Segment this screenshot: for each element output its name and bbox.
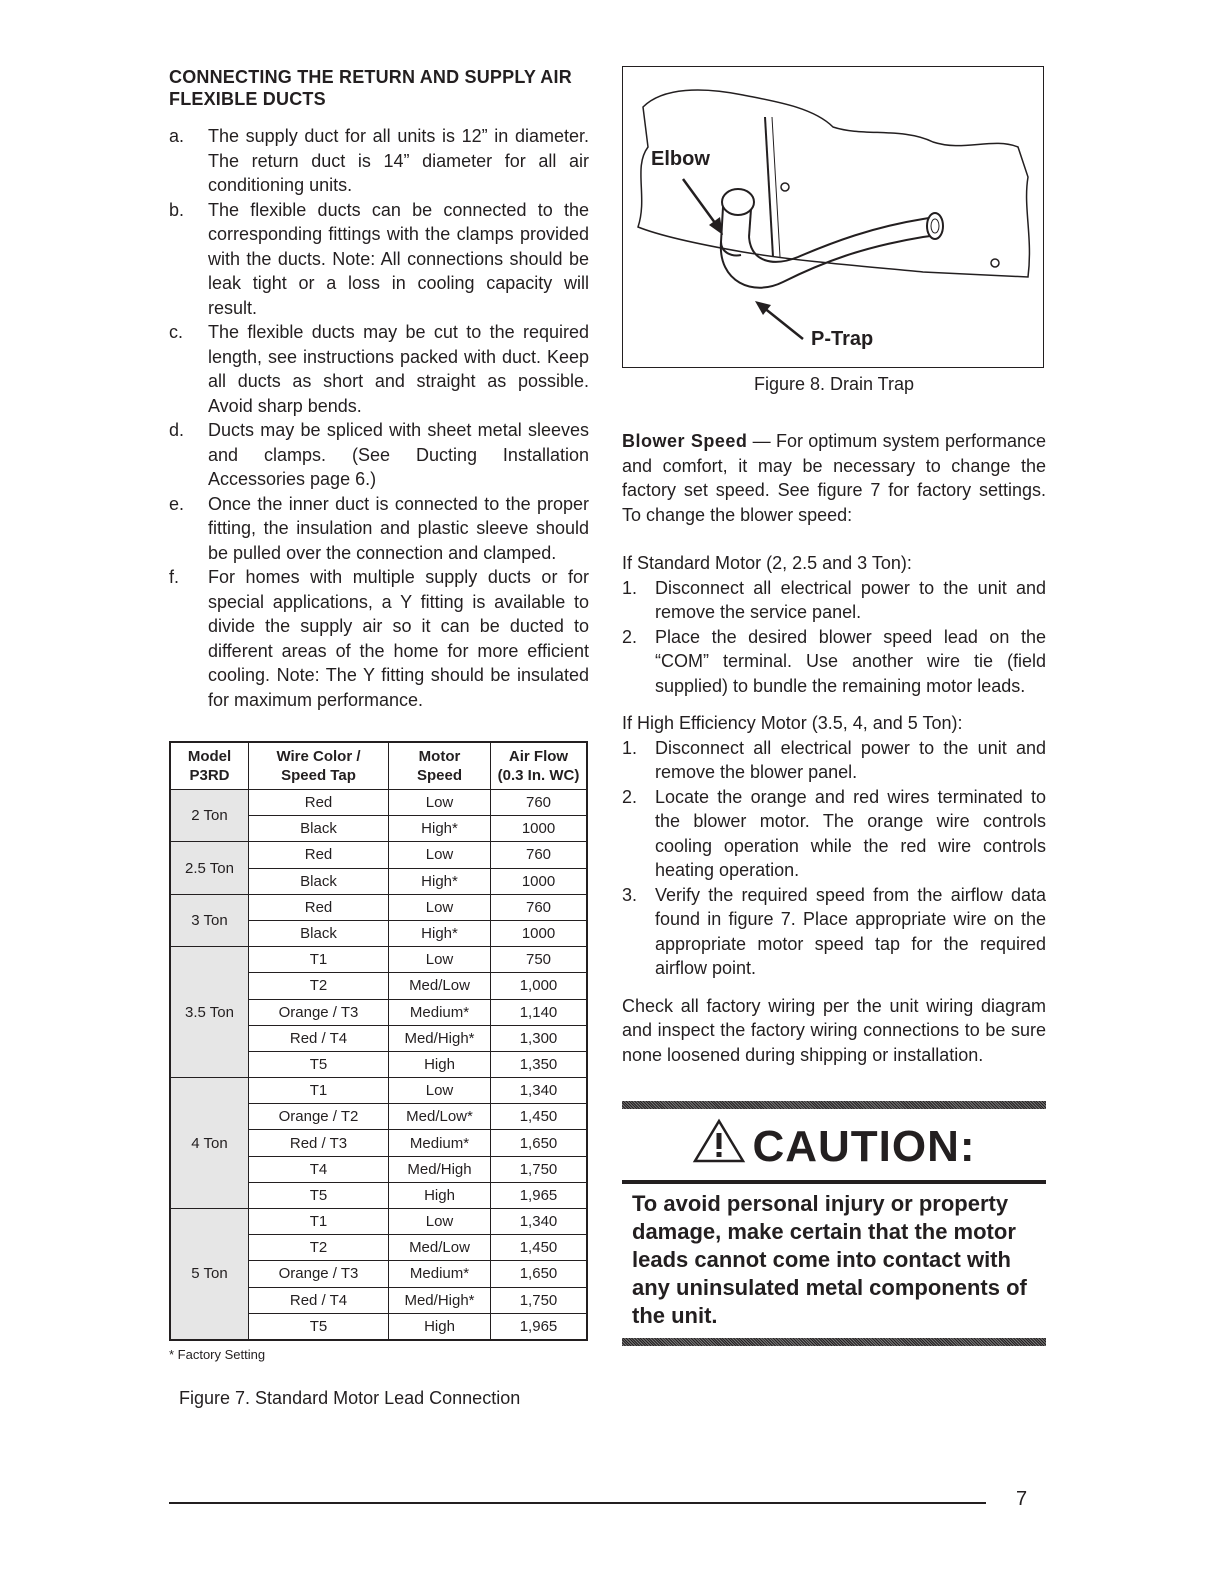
air-flow-cell: 1000 xyxy=(491,920,588,946)
blower-speed-paragraph xyxy=(622,429,1046,527)
panel-edge-inner xyxy=(772,117,780,257)
wire-color-cell: Red / T4 xyxy=(249,1025,389,1051)
list-marker: f. xyxy=(169,567,180,587)
figure-8-drain-trap xyxy=(622,66,1044,368)
wire-color-cell: Red / T4 xyxy=(249,1287,389,1313)
air-flow-cell: 760 xyxy=(491,842,588,868)
motor-speed-cell: Med/High* xyxy=(389,1287,491,1313)
air-flow-cell: 1,750 xyxy=(491,1156,588,1182)
table-body xyxy=(170,790,587,1340)
list-item xyxy=(169,492,589,566)
air-flow-cell: 1,450 xyxy=(491,1235,588,1261)
list-item xyxy=(169,418,589,492)
warning-triangle-icon xyxy=(692,1118,746,1180)
caution-title xyxy=(622,1117,1046,1180)
wire-color-cell: Red xyxy=(249,842,389,868)
blower-speed-text: — For optimum system performance and comfort, it may be necessary to change the factory set speed. See figure 7 for factory settings. To change the blower speed: xyxy=(622,431,1046,525)
caution-text: To avoid personal injury or property damage, make certain that the motor leads cannot come into contact with any uninsulated metal components of the unit. xyxy=(632,1191,1027,1329)
list-text: Verify the required speed from the airflow data found in figure 7. Place appropriate wire on the appropriate motor speed tap for the required airflow point. xyxy=(655,884,1046,978)
list-item xyxy=(169,565,589,712)
wire-color-cell: Black xyxy=(249,920,389,946)
standard-motor-intro: If Standard Motor (2, 2.5 and 3 Ton): xyxy=(622,553,912,573)
right-column xyxy=(622,66,1046,1346)
wire-color-cell: Orange / T2 xyxy=(249,1104,389,1130)
motor-speed-cell: Med/High xyxy=(389,1156,491,1182)
air-flow-cell: 1,140 xyxy=(491,999,588,1025)
wire-color-cell: Orange / T3 xyxy=(249,1261,389,1287)
wire-color-cell: T5 xyxy=(249,1313,389,1340)
list-text: Place the desired blower speed lead on the “COM” terminal. Use another wire tie (field supplied) to bundle the remaining motor leads. xyxy=(655,626,1046,696)
ptrap-label: P-Trap xyxy=(811,328,874,350)
air-flow-cell: 1,350 xyxy=(491,1051,588,1077)
list-item xyxy=(622,785,1046,883)
list-marker: d. xyxy=(169,420,185,440)
wire-color-cell: Black xyxy=(249,816,389,842)
model-cell: 3 Ton xyxy=(170,894,249,946)
table-row xyxy=(170,894,587,920)
model-cell: 4 Ton xyxy=(170,1078,249,1209)
caution-divider xyxy=(622,1180,1046,1184)
figure-7-caption: Figure 7. Standard Motor Lead Connection xyxy=(179,1387,521,1408)
list-marker: a. xyxy=(169,126,185,146)
figure-8-caption: Figure 8. Drain Trap xyxy=(753,374,915,394)
wire-color-cell: T5 xyxy=(249,1051,389,1077)
motor-speed-cell: Low xyxy=(389,1078,491,1104)
elbow-fitting xyxy=(722,189,754,215)
list-marker: 2. xyxy=(622,626,638,647)
wire-color-cell: T2 xyxy=(249,973,389,999)
list-item xyxy=(169,320,589,418)
motor-lead-table xyxy=(169,741,588,1341)
motor-speed-cell: Low xyxy=(389,842,491,868)
screw xyxy=(781,183,789,191)
list-marker: c. xyxy=(169,322,184,342)
list-text: Disconnect all electrical power to the unit and remove the service panel. xyxy=(655,577,1046,622)
list-item xyxy=(622,576,1046,625)
elbow-arrowhead xyxy=(709,217,723,235)
motor-speed-cell: Medium* xyxy=(389,999,491,1025)
ptrap-arrow xyxy=(763,307,803,339)
cabinet-outline xyxy=(638,90,1029,277)
list-text: The supply duct for all units is 12” in diameter. The return duct is 14” diameter for all air conditioning units. xyxy=(208,126,589,195)
table-header-row xyxy=(170,742,587,790)
list-marker: 1. xyxy=(622,577,638,598)
wire-color-cell: T2 xyxy=(249,1235,389,1261)
motor-speed-cell: Medium* xyxy=(389,1130,491,1156)
list-text: For homes with multiple supply ducts or for special applications, a Y fitting is available to divide the supply air so it can be ducted to different areas of the home for more efficient cooling. Note: The Y fitting should be insulated for maximum performance. xyxy=(208,567,589,710)
table-row xyxy=(170,1209,587,1235)
model-cell: 3.5 Ton xyxy=(170,947,249,1078)
list-item xyxy=(622,883,1046,981)
air-flow-cell: 1000 xyxy=(491,868,588,894)
pipe-end xyxy=(927,213,943,239)
elbow-arrow xyxy=(683,179,718,227)
list-marker: e. xyxy=(169,493,185,514)
wire-color-cell: T1 xyxy=(249,1209,389,1235)
list-item xyxy=(169,198,589,321)
motor-speed-cell: High* xyxy=(389,868,491,894)
wire-color-cell: Orange / T3 xyxy=(249,999,389,1025)
motor-speed-cell: Low xyxy=(389,790,491,816)
table-row xyxy=(170,790,587,816)
wire-color-cell: T5 xyxy=(249,1182,389,1208)
air-flow-cell: 760 xyxy=(491,894,588,920)
panel-edge xyxy=(765,117,773,257)
motor-speed-cell: Med/Low xyxy=(389,1235,491,1261)
table-footnote: * Factory Setting xyxy=(169,1346,266,1362)
motor-speed-cell: Med/Low xyxy=(389,973,491,999)
list-text: Locate the orange and red wires terminated to the blower motor. The orange wire controls cooling operation while the red wire controls heating operation. xyxy=(655,786,1046,880)
caution-title-text: CAUTION: xyxy=(752,1122,976,1171)
wire-color-cell: T4 xyxy=(249,1156,389,1182)
air-flow-cell: 1,750 xyxy=(491,1287,588,1313)
air-flow-cell: 760 xyxy=(491,790,588,816)
screw xyxy=(991,259,999,267)
caution-bottom-bar xyxy=(622,1338,1046,1346)
air-flow-cell: 1,965 xyxy=(491,1182,588,1208)
list-text: The flexible ducts may be cut to the required length, see instructions packed with duct. Keep all ducts as short and straight as possible. Avoid sharp bends. xyxy=(208,322,589,416)
air-flow-cell: 1,000 xyxy=(491,973,588,999)
wire-color-cell: Black xyxy=(249,868,389,894)
table-row xyxy=(170,947,587,973)
air-flow-cell: 1,650 xyxy=(491,1261,588,1287)
air-flow-cell: 1,965 xyxy=(491,1313,588,1340)
high-efficiency-intro: If High Efficiency Motor (3.5, 4, and 5 Ton): xyxy=(622,713,963,733)
air-flow-cell: 1,340 xyxy=(491,1209,588,1235)
page-number: 7 xyxy=(1016,1488,1028,1510)
list-marker: 3. xyxy=(622,884,638,905)
ptrap-pipe-outer xyxy=(721,235,938,288)
drain-trap-illustration xyxy=(623,67,1043,367)
left-column xyxy=(169,66,589,1409)
list-text: Disconnect all electrical power to the unit and remove the blower panel. xyxy=(655,737,1046,782)
motor-speed-cell: Low xyxy=(389,894,491,920)
air-flow-cell: 1,650 xyxy=(491,1130,588,1156)
table-row xyxy=(170,842,587,868)
list-item xyxy=(169,124,589,198)
footer-rule xyxy=(169,1502,986,1504)
wire-color-cell: Red / T3 xyxy=(249,1130,389,1156)
caution-box xyxy=(622,1101,1046,1346)
model-cell: 5 Ton xyxy=(170,1209,249,1340)
blower-speed-heading: Blower Speed xyxy=(622,431,748,451)
motor-speed-cell: High xyxy=(389,1313,491,1340)
list-text: Ducts may be spliced with sheet metal sleeves and clamps. (See Ducting Installation Accessories page 6.) xyxy=(208,420,589,489)
high-efficiency-steps xyxy=(622,736,1046,981)
model-cell: 2.5 Ton xyxy=(170,842,249,894)
header-motor-speed: Motor Speed xyxy=(389,742,491,790)
model-cell: 2 Ton xyxy=(170,790,249,842)
header-wire-color: Wire Color / Speed Tap xyxy=(249,742,389,790)
motor-speed-cell: High xyxy=(389,1182,491,1208)
motor-speed-cell: High* xyxy=(389,816,491,842)
wire-color-cell: T1 xyxy=(249,1078,389,1104)
elbow-pipe-right xyxy=(749,209,751,237)
standard-motor-steps xyxy=(622,576,1046,699)
motor-speed-cell: Low xyxy=(389,947,491,973)
caution-top-bar xyxy=(622,1101,1046,1109)
check-wiring-paragraph: Check all factory wiring per the unit wiring diagram and inspect the factory wiring connections to be sure none loosened during shipping or installation. xyxy=(622,995,1046,1065)
air-flow-cell: 750 xyxy=(491,947,588,973)
motor-speed-cell: High xyxy=(389,1051,491,1077)
air-flow-cell: 1,340 xyxy=(491,1078,588,1104)
list-item xyxy=(622,625,1046,699)
list-marker: 2. xyxy=(622,786,638,807)
air-flow-cell: 1,300 xyxy=(491,1025,588,1051)
header-model: Model P3RD xyxy=(170,742,249,790)
list-item xyxy=(622,736,1046,785)
section-heading: CONNECTING THE RETURN AND SUPPLY AIR FLEXIBLE DUCTS xyxy=(169,67,572,109)
elbow-label: Elbow xyxy=(651,148,710,170)
wire-color-cell: T1 xyxy=(249,947,389,973)
motor-speed-cell: Medium* xyxy=(389,1261,491,1287)
motor-speed-cell: Med/High* xyxy=(389,1025,491,1051)
air-flow-cell: 1,450 xyxy=(491,1104,588,1130)
instruction-list xyxy=(169,124,589,712)
wire-color-cell: Red xyxy=(249,790,389,816)
list-text: The flexible ducts can be connected to the corresponding fittings with the clamps provided with the ducts. Note: All connections should be leak tight or a loss in cooling capacity will result. xyxy=(208,199,589,318)
motor-speed-cell: Low xyxy=(389,1209,491,1235)
air-flow-cell: 1000 xyxy=(491,816,588,842)
wire-color-cell: Red xyxy=(249,894,389,920)
motor-speed-cell: High* xyxy=(389,920,491,946)
list-marker: 1. xyxy=(622,737,638,758)
list-marker: b. xyxy=(169,199,185,220)
list-text: Once the inner duct is connected to the proper fitting, the insulation and plastic sleeve should be pulled over the connection and clamped. xyxy=(208,493,589,563)
header-air-flow: Air Flow (0.3 In. WC) xyxy=(491,742,588,790)
table-row xyxy=(170,1078,587,1104)
motor-speed-cell: Med/Low* xyxy=(389,1104,491,1130)
